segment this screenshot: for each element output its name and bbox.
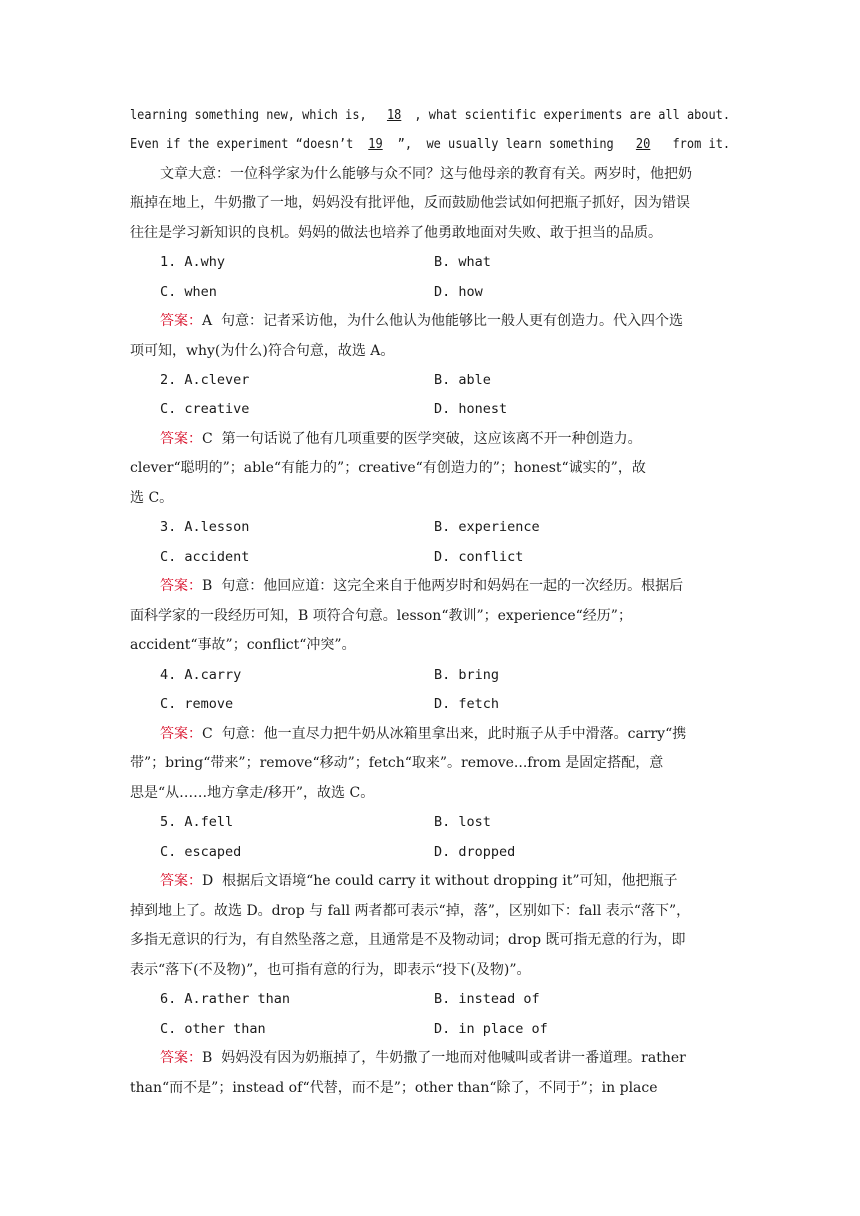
option-a: 4. A.carry bbox=[160, 667, 242, 683]
option-c: C. accident bbox=[160, 549, 250, 565]
blank-18: 18 bbox=[386, 107, 402, 123]
option-a: 1. A.why bbox=[160, 254, 226, 270]
explanation-line: 选 C。 bbox=[130, 490, 174, 506]
answer-label: 答案： bbox=[160, 313, 202, 329]
option-b: B. experience bbox=[434, 519, 540, 535]
explanation-line: 多指无意识的行为，有自然坠落之意，且通常是不及物动词；drop 既可指无意的行为，即 bbox=[130, 932, 686, 948]
option-c: C. remove bbox=[160, 696, 234, 712]
answer-line bbox=[160, 575, 683, 597]
passage-text: ”, we usually learn something bbox=[397, 136, 621, 152]
explanation-line: 思是“从……地方拿走/移开”，故选 C。 bbox=[130, 785, 375, 801]
passage-text: learning something new, which is, bbox=[130, 107, 374, 123]
option-c: C. other than bbox=[160, 1021, 266, 1037]
option-d: D. conflict bbox=[434, 549, 524, 565]
answer-text: B 妈妈没有因为奶瓶掉了，牛奶撒了一地而对他喊叫或者讲一番道理。rather bbox=[202, 1050, 686, 1066]
option-b: B. lost bbox=[434, 814, 491, 830]
option-c: C. creative bbox=[160, 401, 250, 417]
option-b: B. what bbox=[434, 254, 491, 270]
answer-line bbox=[160, 428, 642, 450]
answer-text: C 句意：他一直尽力把牛奶从冰箱里拿出来，此时瓶子从手中滑落。carry“携 bbox=[202, 726, 687, 742]
option-d: D. in place of bbox=[434, 1021, 548, 1037]
blank-19: 19 bbox=[368, 136, 383, 152]
passage-line-1 bbox=[130, 104, 730, 126]
option-c: C. when bbox=[160, 284, 217, 300]
option-b: B. instead of bbox=[434, 991, 540, 1007]
option-d: D. honest bbox=[434, 401, 508, 417]
answer-label: 答案： bbox=[160, 726, 202, 742]
answer-text: D 根据后文语境“he could carry it without dropping it”可知，他把瓶子 bbox=[202, 873, 678, 889]
passage-line-2 bbox=[130, 133, 730, 155]
answer-line bbox=[160, 310, 683, 332]
explanation-line: 项可知，why(为什么)符合句意，故选 A。 bbox=[130, 343, 395, 359]
summary-line: 往往是学习新知识的良机。妈妈的做法也培养了他勇敢地面对失败、敢于担当的品质。 bbox=[130, 225, 662, 241]
answer-line bbox=[160, 723, 686, 745]
answer-text: C 第一句话说了他有几项重要的医学突破，这应该离不开一种创造力。 bbox=[202, 431, 642, 447]
explanation-line: accident“事故”；conflict“冲突”。 bbox=[130, 637, 356, 653]
option-d: D. fetch bbox=[434, 696, 500, 712]
answer-label: 答案： bbox=[160, 431, 202, 447]
passage-text: Even if the experiment “doesn’t bbox=[130, 136, 354, 152]
answer-label: 答案： bbox=[160, 873, 202, 889]
passage-text: , what scientific experiments are all about. bbox=[414, 107, 731, 123]
summary-line: 瓶掉在地上，牛奶撒了一地，妈妈没有批评他，反而鼓励他尝试如何把瓶子抓好，因为错误 bbox=[130, 195, 690, 211]
passage-text: from it. bbox=[665, 136, 731, 152]
summary-line: 文章大意：一位科学家为什么能够与众不同？这与他母亲的教育有关。两岁时，他把奶 bbox=[160, 166, 692, 182]
answer-text: A 句意：记者采访他，为什么他认为他能够比一般人更有创造力。代入四个选 bbox=[202, 313, 684, 329]
option-a: 5. A.fell bbox=[160, 814, 234, 830]
option-d: D. dropped bbox=[434, 844, 516, 860]
explanation-line: 表示“落下(不及物)”，也可指有意的行为，即表示“投下(及物)”。 bbox=[130, 962, 531, 978]
option-b: B. able bbox=[434, 372, 491, 388]
answer-label: 答案： bbox=[160, 578, 202, 594]
option-d: D. how bbox=[434, 284, 483, 300]
explanation-line: 掉到地上了。故选 D。drop 与 fall 两者都可表示“掉，落”，区别如下：fall 表示“落下”， bbox=[130, 903, 691, 919]
option-a: 3. A.lesson bbox=[160, 519, 250, 535]
option-a: 2. A.clever bbox=[160, 372, 250, 388]
option-a: 6. A.rather than bbox=[160, 991, 291, 1007]
answer-line bbox=[160, 870, 678, 892]
answer-label: 答案： bbox=[160, 1050, 202, 1066]
blank-20: 20 bbox=[635, 136, 651, 152]
explanation-line: 带”；bring“带来”；remove“移动”；fetch“取来”。remove...from 是固定搭配，意 bbox=[130, 755, 664, 771]
option-c: C. escaped bbox=[160, 844, 242, 860]
explanation-line: clever“聪明的”；able“有能力的”；creative“有创造力的”；honest“诚实的”，故 bbox=[130, 460, 646, 476]
answer-line bbox=[160, 1047, 686, 1069]
option-b: B. bring bbox=[434, 667, 500, 683]
explanation-line: 面科学家的一段经历可知，B 项符合句意。lesson“教训”；experience“经历”； bbox=[130, 608, 632, 624]
answer-text: B 句意：他回应道：这完全来自于他两岁时和妈妈在一起的一次经历。根据后 bbox=[202, 578, 684, 594]
explanation-line: than“而不是”；instead of“代替，而不是”；other than“除了，不同于”；in place bbox=[130, 1080, 658, 1096]
